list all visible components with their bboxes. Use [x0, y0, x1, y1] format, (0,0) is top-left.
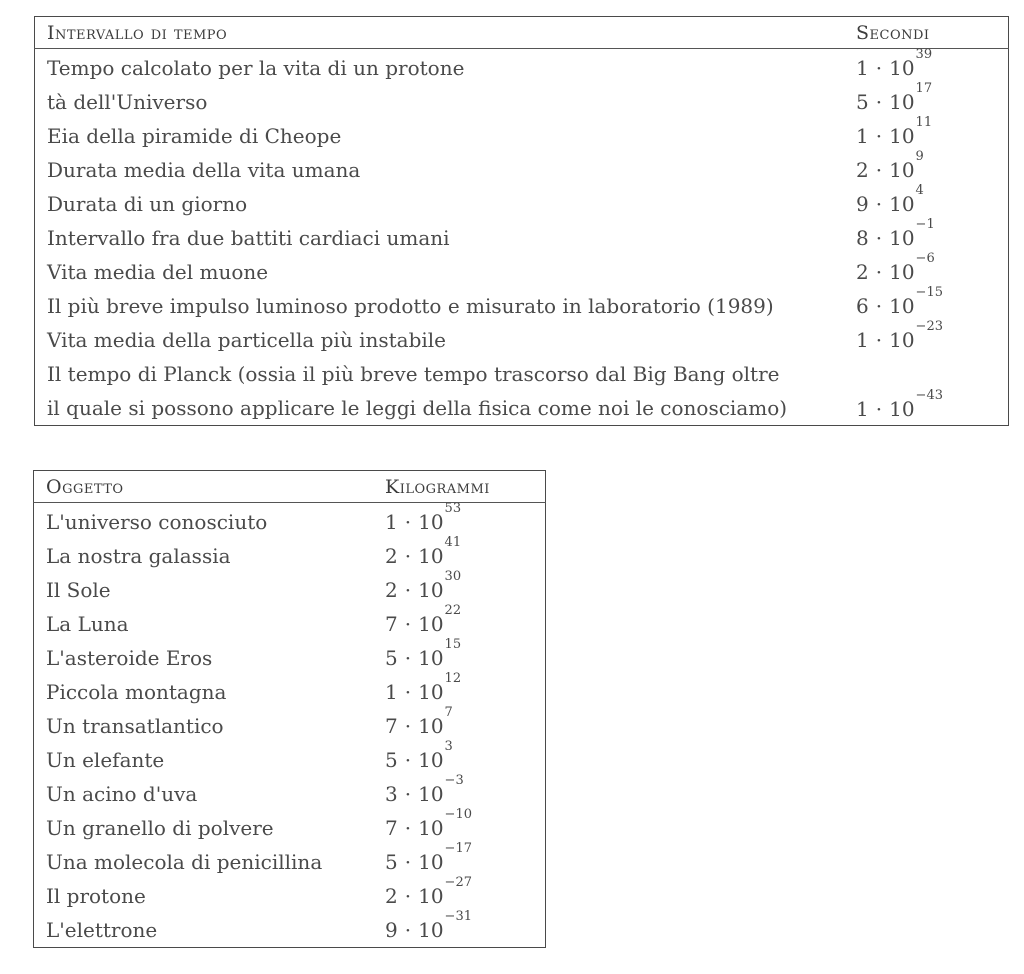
mass-table-row: [34, 503, 546, 540]
value-base: 10: [418, 714, 444, 738]
value-base: 10: [418, 544, 444, 568]
time-row-description: Durata media della vita umana: [47, 158, 361, 182]
mass-table-row: [34, 913, 546, 948]
mass-row-description: Una molecola di penicillina: [46, 850, 323, 874]
mass-table-row: [34, 675, 546, 709]
mass-row-value: [379, 503, 546, 540]
value-base: 10: [418, 748, 444, 772]
value-exponent: −43: [915, 388, 943, 404]
time-table-row: [35, 49, 1009, 86]
multiply-sign: ·: [875, 226, 883, 250]
value-mantissa: 7: [385, 816, 398, 840]
value-mantissa: 5: [385, 850, 398, 874]
mass-row-value: [379, 739, 546, 777]
value-base: 10: [418, 850, 444, 874]
value-exponent: −27: [444, 875, 472, 891]
time-table-row: [35, 255, 1009, 289]
multiply-sign: ·: [404, 748, 412, 772]
mass-table-row: [34, 573, 546, 607]
time-table-row: [35, 153, 1009, 187]
mass-table-body: [34, 503, 546, 948]
value-base: 10: [889, 158, 915, 182]
value-mantissa: 7: [385, 612, 398, 636]
multiply-sign: ·: [404, 578, 412, 602]
masses-table: [33, 470, 546, 948]
mass-row-description: Il Sole: [46, 578, 111, 602]
multiply-sign: ·: [404, 680, 412, 704]
mass-row-value: [379, 807, 546, 845]
time-row-value: [850, 251, 1009, 289]
mass-row-value: [379, 841, 546, 879]
value-mantissa: 2: [385, 884, 398, 908]
mass-table-header-row: [34, 471, 546, 503]
value-mantissa: 2: [856, 158, 869, 182]
mass-table-row: [34, 539, 546, 573]
mass-row-description: L'asteroide Eros: [46, 646, 213, 670]
time-table-row: [35, 221, 1009, 255]
value-exponent: −23: [915, 319, 943, 335]
mass-row-description: Un granello di polvere: [46, 816, 274, 840]
value-exponent: 11: [915, 115, 933, 131]
multiply-sign: ·: [875, 124, 883, 148]
value-exponent: 53: [444, 501, 462, 517]
mass-row-value: [379, 909, 546, 948]
value-base: 10: [418, 612, 444, 636]
multiply-sign: ·: [404, 850, 412, 874]
value-exponent: 4: [915, 183, 924, 199]
time-row-description: tà dell'Universo: [47, 90, 208, 114]
value-exponent: −10: [444, 807, 472, 823]
multiply-sign: ·: [875, 90, 883, 114]
value-mantissa: 2: [856, 260, 869, 284]
value-base: 10: [889, 328, 915, 352]
multiply-sign: ·: [875, 328, 883, 352]
time-row-description: Eia della piramide di Cheope: [47, 124, 342, 148]
value-base: 10: [889, 397, 915, 421]
mass-row-value: [379, 603, 546, 641]
time-row-description: Intervallo fra due battiti cardiaci umani: [47, 226, 450, 250]
value-mantissa: 5: [385, 748, 398, 772]
value-base: 10: [418, 918, 444, 942]
value-exponent: 9: [915, 149, 924, 165]
value-mantissa: 8: [856, 226, 869, 250]
mass-row-value: [379, 705, 546, 743]
mass-table-row: [34, 845, 546, 879]
value-base: 10: [418, 782, 444, 806]
time-row-description: Vita media del muone: [47, 260, 269, 284]
mass-row-value: [379, 773, 546, 811]
value-mantissa: 2: [385, 578, 398, 602]
value-base: 10: [418, 884, 444, 908]
time-row-description: [35, 357, 851, 426]
mass-row-value: [379, 875, 546, 913]
value-mantissa: 5: [856, 90, 869, 114]
time-table-row: [35, 289, 1009, 323]
time-row-value: [850, 81, 1009, 119]
value-mantissa: 3: [385, 782, 398, 806]
multiply-sign: ·: [404, 612, 412, 636]
value-exponent: −6: [915, 251, 935, 267]
value-base: 10: [418, 816, 444, 840]
value-base: 10: [889, 260, 915, 284]
value-mantissa: 1: [856, 56, 869, 80]
value-exponent: 41: [444, 535, 462, 551]
mass-row-description: L'elettrone: [46, 918, 158, 942]
time-table-row: [35, 187, 1009, 221]
multiply-sign: ·: [404, 816, 412, 840]
mass-row-description: Il protone: [46, 884, 146, 908]
value-exponent: −17: [444, 841, 472, 857]
mass-row-value: [379, 535, 546, 573]
multiply-sign: ·: [875, 56, 883, 80]
value-mantissa: 7: [385, 714, 398, 738]
value-base: 10: [418, 646, 444, 670]
mass-row-description: Un elefante: [46, 748, 165, 772]
value-mantissa: 9: [385, 918, 398, 942]
time-table-row: [35, 323, 1009, 357]
mass-table-row: [34, 811, 546, 845]
multiply-sign: ·: [404, 646, 412, 670]
time-row-description: Il più breve impulso luminoso prodotto e misurato in laboratorio (1989): [47, 294, 774, 318]
multiply-sign: ·: [404, 544, 412, 568]
value-base: 10: [418, 510, 444, 534]
mass-table-row: [34, 641, 546, 675]
value-mantissa: 9: [856, 192, 869, 216]
value-exponent: 15: [444, 637, 462, 653]
mass-row-description: Un acino d'uva: [46, 782, 198, 806]
multiply-sign: ·: [404, 884, 412, 908]
value-exponent: 22: [444, 603, 462, 619]
mass-row-description: Piccola montagna: [46, 680, 227, 704]
time-intervals-table: [34, 16, 1009, 426]
mass-row-description: Un transatlantico: [46, 714, 224, 738]
value-base: 10: [889, 124, 915, 148]
multiply-sign: ·: [875, 158, 883, 182]
multiply-sign: ·: [875, 397, 883, 421]
mass-table-row: [34, 709, 546, 743]
time-table-row: [35, 85, 1009, 119]
time-row-description-line2: il quale si possono applicare le leggi della fisica come noi le conosciamo): [47, 396, 788, 420]
multiply-sign: ·: [875, 260, 883, 284]
time-row-value: [850, 115, 1009, 153]
multiply-sign: ·: [404, 714, 412, 738]
value-mantissa: 1: [385, 510, 398, 534]
time-table-header-row: [35, 17, 1009, 49]
time-row-value: [850, 183, 1009, 221]
time-row-value: [850, 217, 1009, 255]
time-table-header-label: Intervallo di tempo: [35, 17, 851, 49]
value-exponent: −1: [915, 217, 935, 233]
value-exponent: 3: [444, 739, 453, 755]
value-base: 10: [889, 56, 915, 80]
value-mantissa: 1: [856, 397, 869, 421]
time-table-row: [35, 119, 1009, 153]
time-row-description: Tempo calcolato per la vita di un protone: [47, 56, 465, 80]
mass-row-value: [379, 637, 546, 675]
mass-table-row: [34, 743, 546, 777]
value-base: 10: [418, 680, 444, 704]
mass-table-row: [34, 879, 546, 913]
value-base: 10: [889, 192, 915, 216]
multiply-sign: ·: [875, 294, 883, 318]
time-table-header-unit: Secondi: [850, 17, 1009, 49]
time-row-description: Durata di un giorno: [47, 192, 248, 216]
time-table-body: [35, 49, 1009, 426]
mass-row-value: [379, 671, 546, 709]
time-row-value: [850, 357, 1009, 426]
multiply-sign: ·: [404, 782, 412, 806]
value-mantissa: 1: [385, 680, 398, 704]
time-row-description-line1: Il tempo di Planck (ossia il più breve tempo trascorso dal Big Bang oltre: [47, 362, 780, 386]
value-exponent: 7: [444, 705, 453, 721]
multiply-sign: ·: [404, 918, 412, 942]
value-mantissa: 5: [385, 646, 398, 670]
multiply-sign: ·: [404, 510, 412, 534]
value-exponent: 30: [444, 569, 462, 585]
value-mantissa: 1: [856, 328, 869, 352]
value-exponent: −15: [915, 285, 943, 301]
value-base: 10: [889, 90, 915, 114]
mass-row-value: [379, 569, 546, 607]
value-exponent: 39: [915, 47, 933, 63]
time-row-value: [850, 319, 1009, 357]
time-table-row: [35, 357, 1009, 426]
time-row-description: Vita media della particella più instabile: [47, 328, 447, 352]
value-base: 10: [418, 578, 444, 602]
value-exponent: −31: [444, 909, 472, 925]
value-exponent: −3: [444, 773, 464, 789]
mass-table-row: [34, 607, 546, 641]
value-mantissa: 1: [856, 124, 869, 148]
value-base: 10: [889, 294, 915, 318]
value-exponent: 17: [915, 81, 933, 97]
time-row-value: [850, 285, 1009, 323]
value-mantissa: 6: [856, 294, 869, 318]
value-exponent: 12: [444, 671, 462, 687]
value-base: 10: [889, 226, 915, 250]
value-mantissa: 2: [385, 544, 398, 568]
mass-table-row: [34, 777, 546, 811]
mass-row-description: La nostra galassia: [46, 544, 231, 568]
mass-row-description: La Luna: [46, 612, 129, 636]
time-row-value: [850, 149, 1009, 187]
mass-table-header-label: Oggetto: [34, 471, 380, 503]
mass-row-description: L'universo conosciuto: [46, 510, 268, 534]
mass-table-header-unit: Kilogrammi: [379, 471, 546, 503]
time-row-value: [850, 49, 1009, 86]
multiply-sign: ·: [875, 192, 883, 216]
